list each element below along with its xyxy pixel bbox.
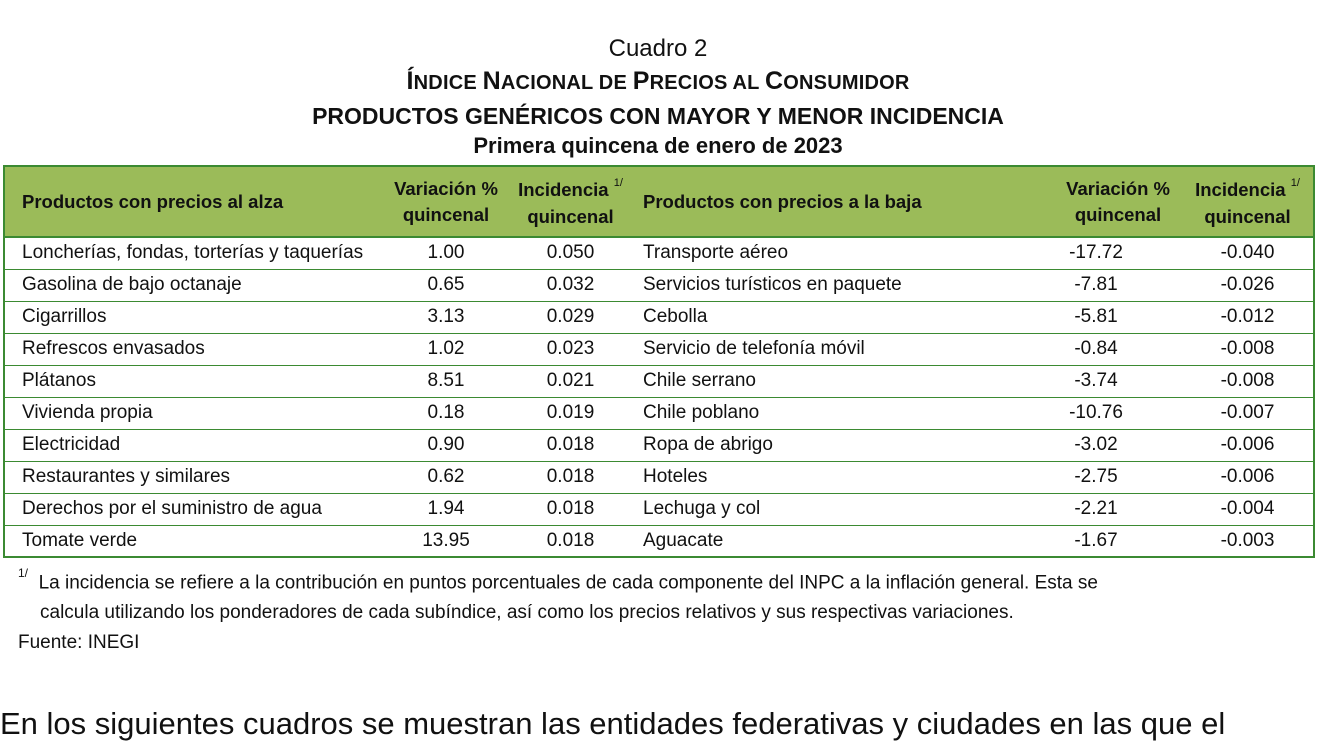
up-product-name: Cigarrillos [4,301,387,333]
table-period: Primera quincena de enero de 2023 [473,133,843,158]
up-product-name: Refrescos envasados [4,333,387,365]
down-incidence: -0.003 [1220,529,1275,551]
footnote [18,562,1098,598]
title-smallcaps: ONSUMIDOR [783,72,910,94]
up-incidence: 0.018 [505,461,636,493]
table-row [4,365,1314,397]
up-product-name: Gasolina de bajo octanaje [4,269,387,301]
down-incidence: -0.026 [1182,269,1314,301]
up-variation: 0.65 [387,269,505,301]
up-variation: 8.51 [387,365,505,397]
incidence-table [3,165,1315,558]
title-cap: P [632,67,650,95]
up-product-name: Restaurantes y similares [4,461,387,493]
down-product-name: Hoteles [636,461,1010,493]
down-variation: -2.75 [1010,461,1182,493]
footnote-mark: 1/ [1290,177,1300,190]
up-incidence: 0.023 [505,333,636,365]
up-variation: 0.18 [387,397,505,429]
header-up-incidence [505,166,636,237]
up-incidence: 0.029 [505,301,636,333]
up-product-name: Loncherías, fondas, torterías y taquerías [4,237,387,269]
down-product-name: Chile poblano [636,397,1010,429]
header-incidence-line2: quincenal [527,205,614,227]
footnote-marker: 1/ [18,566,29,580]
down-incidence: -0.040 [1182,237,1314,269]
down-variation: -2.21 [1010,493,1182,525]
table-row [4,301,1314,333]
down-variation: -0.84 [1010,333,1182,365]
header-incidence-line1: Incidencia [1195,179,1286,201]
table-subtitle: PRODUCTOS GENÉRICOS CON MAYOR Y MENOR INCIDENCIA [312,103,1004,129]
table-row [4,493,1314,525]
up-product-name: Tomate verde [22,529,138,551]
down-variation: -5.81 [1010,301,1182,333]
down-product-name: Servicio de telefonía móvil [636,333,1010,365]
table-row [4,525,1314,557]
table-row [4,333,1314,365]
up-incidence: 0.018 [505,429,636,461]
down-incidence: -0.004 [1182,493,1314,525]
down-variation: -10.76 [1010,397,1182,429]
down-incidence: -0.008 [1182,365,1314,397]
table-title-block [0,34,1316,160]
down-variation: -1.67 [1074,529,1118,551]
table-header-row [4,166,1314,237]
up-variation: 0.90 [387,429,505,461]
down-product-name: Chile serrano [636,365,1010,397]
down-product-name: Servicios turísticos en paquete [636,269,1010,301]
down-variation: -3.02 [1010,429,1182,461]
down-incidence: -0.008 [1182,333,1314,365]
header-up-variation [387,166,505,237]
up-variation: 1.00 [387,237,505,269]
up-incidence: 0.019 [505,397,636,429]
table-row [4,397,1314,429]
up-variation: 13.95 [422,529,470,551]
footnote-line1: La incidencia se refiere a la contribución en puntos porcentuales de cada componente del INPC a la inflación general. Esta se [38,572,1098,594]
header-incidence-line1: Incidencia [518,179,609,201]
header-variation-line2: quincenal [402,203,490,225]
up-incidence: 0.021 [505,365,636,397]
header-variation-line2: quincenal [1074,203,1162,225]
up-variation: 1.02 [387,333,505,365]
down-variation: -3.74 [1010,365,1182,397]
down-incidence: -0.006 [1182,429,1314,461]
down-incidence: -0.012 [1182,301,1314,333]
down-incidence: -0.006 [1182,461,1314,493]
header-variation-line1: Variación % [1066,177,1170,199]
header-down-products: Productos con precios a la baja [636,166,1010,237]
table-notes [18,562,1098,658]
header-variation-line1: Variación % [394,177,498,199]
up-variation: 1.94 [387,493,505,525]
title-cap: N [482,67,501,95]
main-title [0,64,1316,100]
up-product-name: Derechos por el suministro de agua [4,493,387,525]
source-note: Fuente: INEGI [18,632,140,654]
footnote-line2: calcula utilizando los ponderadores de cada subíndice, así como los precios relativos y sus respectivas variaciones. [40,602,1014,624]
table-row [4,269,1314,301]
table-row [4,429,1314,461]
title-cap: Í [406,67,414,95]
up-product-name: Plátanos [4,365,387,397]
header-incidence-line2: quincenal [1204,205,1291,227]
up-incidence: 0.032 [505,269,636,301]
down-product-name: Aguacate [643,529,724,551]
down-incidence: -0.007 [1182,397,1314,429]
down-product-name: Lechuga y col [636,493,1010,525]
title-smallcaps: RECIOS AL [649,72,765,94]
title-cap: C [764,67,784,95]
title-smallcaps: NDICE [413,72,483,94]
title-smallcaps: ACIONAL DE [500,72,633,94]
up-incidence: 0.018 [505,493,636,525]
up-product-name: Electricidad [4,429,387,461]
up-variation: 0.62 [387,461,505,493]
header-down-variation [1010,166,1182,237]
down-variation: -17.72 [1010,237,1182,269]
footnote-mark: 1/ [613,177,623,190]
body-paragraph: En los siguientes cuadros se muestran las entidades federativas y ciudades en las que el [0,706,1226,741]
up-incidence: 0.018 [546,529,595,551]
up-incidence: 0.050 [505,237,636,269]
down-product-name: Transporte aéreo [636,237,1010,269]
header-down-incidence [1182,166,1314,237]
up-variation: 3.13 [387,301,505,333]
table-row [4,461,1314,493]
table-row [4,237,1314,269]
up-product-name: Vivienda propia [4,397,387,429]
cuadro-number: Cuadro 2 [608,35,708,62]
header-up-products: Productos con precios al alza [4,166,387,237]
down-variation: -7.81 [1010,269,1182,301]
down-product-name: Ropa de abrigo [636,429,1010,461]
down-product-name: Cebolla [636,301,1010,333]
